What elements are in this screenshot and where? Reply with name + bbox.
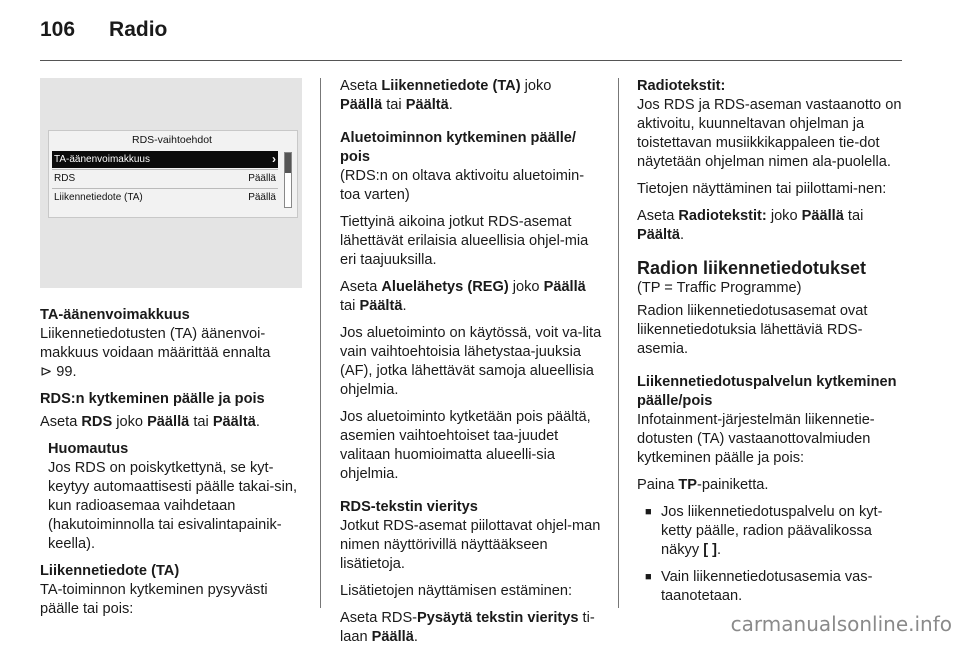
column-divider [320,78,321,608]
paragraph: Jotkut RDS-asemat piilottavat ohjel-man nimen näyttörivillä näyttääkseen lisätietoja. [340,518,601,572]
paragraph: Tietojen näyttäminen tai piilottami-nen: [637,181,887,197]
note-text: Jos RDS on poiskytkettynä, se kyt-keytyy automaattisesti päälle takai-sin, kun radioasemaa vaihdetaan (hakutoiminnolla tai esivalintapainik-keella). [48,460,298,552]
column-divider [618,78,619,608]
scrollbar-thumb[interactable] [285,153,291,173]
page-ref[interactable]: 99. [56,364,77,380]
chevron-right-icon: › [272,152,276,166]
note-heading: Huomautus [48,441,129,457]
section-heading: TA-äänenvoimakkuus [40,307,190,323]
watermark: carmanualsonline.info [730,612,952,636]
bullet-list [637,503,902,606]
paragraph: Aseta RDS joko Päällä tai Päältä. [40,414,260,430]
chapter-title: Radio [109,18,168,41]
paragraph: Aseta Aluelähetys (REG) joko Päällä tai Päältä. [340,279,586,314]
rds-options-screenshot [40,78,302,288]
menu-row-rds[interactable] [52,170,278,187]
scrollbar[interactable] [284,152,292,208]
list-item: ■ Vain liikennetiedotusasemia vas-taanotetaan. [637,568,902,606]
menu-row-traffic-announcement[interactable] [52,189,278,206]
menu-row-value: Päällä [248,192,276,203]
menu-row-label: TA-äänenvoimakkuus [54,154,150,165]
rds-options-panel [40,130,302,216]
section-heading: RDS-tekstin vieritys [340,499,478,515]
paragraph: Aseta Liikennetiedote (TA) joko Päällä tai Päältä. [340,78,552,113]
paragraph: Jos aluetoiminto on käytössä, voit va-lita vain vaihtoehtoisia lähetystaa-juuksia (AF), jotka lähettävät samoja alueellisia ohjelmia. [340,325,602,398]
header-rule [40,60,902,61]
section-heading: Liikennetiedotuspalvelun kytkeminen päälle/pois [637,374,897,409]
list-item: ■ Jos liikennetiedotuspalvelu on kyt-ketty päälle, radion päävalikossa näkyy [ ]. [637,503,902,560]
paragraph: Aseta RDS-Pysäytä tekstin vieritys ti-laan Päällä. [340,610,595,645]
paragraph: Radion liikennetiedotusasemat ovat liikennetiedotuksia lähettäviä RDS-asemia. [637,303,868,357]
paragraph: Tiettyinä aikoina jotkut RDS-asemat lähettävät erilaisia alueellisia ohjel-mia eri taajuuksilla. [340,214,589,268]
paragraph: (TP = Traffic Programme) [637,280,802,296]
paragraph: TA-toiminnon kytkeminen pysyvästi päälle tai pois: [40,582,268,617]
section-heading: RDS:n kytkeminen päälle ja pois [40,391,265,407]
column-1 [40,306,302,627]
menu-row-ta-volume[interactable] [52,151,278,168]
column-2 [340,77,602,655]
page-number: 106 [40,18,76,41]
column-3 [637,77,902,614]
menu-row-value: Päällä [248,173,276,184]
major-heading: Radion liikennetiedotukset [637,258,867,278]
paragraph: Paina TP-painiketta. [637,477,769,493]
paragraph: Aseta Radiotekstit: joko Päällä tai Päältä. [637,208,864,243]
paragraph [40,325,302,382]
section-heading: Aluetoiminnon kytkeminen päälle/ pois [340,130,576,165]
paragraph: Jos aluetoiminto kytketään pois päältä, asemien vaihtoehtoiset taa-juudet valitaan huomioimatta alueelli-sia ohjelmia. [340,409,591,482]
section-heading: Liikennetiedote (TA) [40,563,180,579]
text: Liikennetiedotusten (TA) äänenvoi-makkuus voidaan määrittää ennalta [40,326,271,361]
paragraph: Jos RDS ja RDS-aseman vastaanotto on aktivoitu, kuunneltavan ohjelman ja toistettavan musiikkikappaleen tie-dot näytetään ohjelman nimen ala-puolella. [637,97,902,170]
note-box [40,440,302,554]
paragraph: Infotainment-järjestelmän liikennetie-dotusten (TA) vastaanottovalmiuden kytkeminen päälle ja pois: [637,412,875,466]
paragraph: Lisätietojen näyttämisen estäminen: [340,583,573,599]
panel-title: RDS-vaihtoehdot [132,134,212,146]
page-header [40,18,167,42]
menu-row-label: Liikennetiedote (TA) [54,192,143,203]
paragraph: (RDS:n on oltava aktivoitu aluetoimin-toa varten) [340,168,585,203]
menu-row-label: RDS [54,173,76,184]
arrow-ref-icon: ⊳ [40,364,53,380]
section-heading: Radiotekstit: [637,78,726,94]
